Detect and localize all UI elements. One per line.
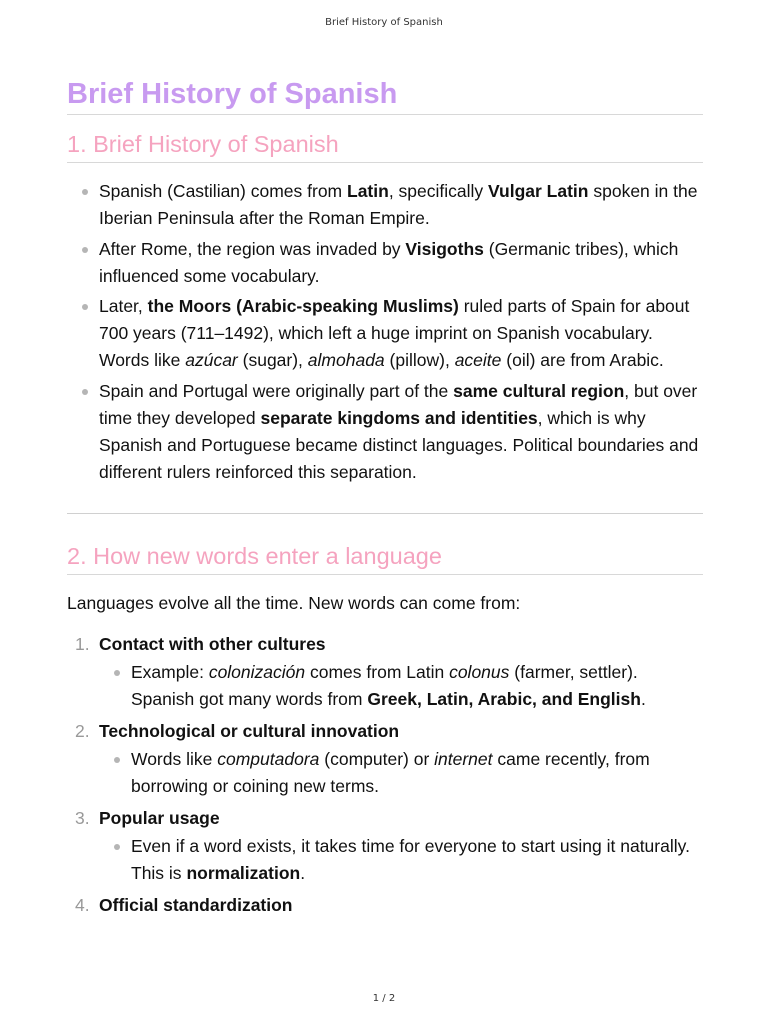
bold-text: same cultural region bbox=[453, 380, 625, 401]
sub-list bbox=[99, 833, 703, 887]
list-item bbox=[67, 178, 703, 232]
item-number: 2. bbox=[75, 720, 90, 741]
italic-text: computadora bbox=[217, 748, 320, 769]
italic-text: azúcar bbox=[185, 350, 238, 370]
bold-text: normalization bbox=[186, 862, 301, 883]
item-title: Technological or cultural innovation bbox=[99, 720, 400, 741]
page-number: 1 / 2 bbox=[372, 993, 396, 1004]
list-item bbox=[67, 236, 703, 290]
numbered-item bbox=[67, 718, 703, 800]
text: Spanish (Castilian) comes from bbox=[99, 181, 347, 201]
text: (computer) or bbox=[319, 748, 435, 769]
text: . bbox=[640, 688, 646, 709]
text: (pillow), bbox=[384, 350, 455, 370]
text: , but over time they developed bbox=[99, 380, 698, 428]
text: ruled parts of Spain for about 700 years (711–1492), which left a huge imprint on Spanish vocabulary. Words like bbox=[99, 296, 690, 370]
section-heading-new-words: 2. How new words enter a language bbox=[67, 541, 703, 575]
item-number: 1. bbox=[75, 633, 90, 654]
numbered-item bbox=[67, 892, 703, 919]
item-number: 3. bbox=[75, 807, 90, 828]
bold-text: separate kingdoms and identities bbox=[260, 407, 538, 428]
text: . bbox=[300, 862, 306, 883]
text: (Germanic tribes), which influenced some vocabulary. bbox=[99, 238, 679, 286]
italic-text: colonus bbox=[449, 661, 510, 682]
sub-list bbox=[99, 746, 703, 800]
history-list bbox=[67, 178, 703, 486]
text: spoken in the Iberian Peninsula after the Roman Empire. bbox=[99, 181, 698, 228]
item-number: 4. bbox=[75, 894, 90, 915]
document-title: Brief History of Spanish bbox=[67, 76, 703, 115]
italic-text: almohada bbox=[307, 350, 385, 370]
numbered-item bbox=[67, 805, 703, 887]
item-title: Contact with other cultures bbox=[99, 633, 326, 654]
document-body bbox=[67, 76, 703, 924]
list-item bbox=[99, 659, 703, 713]
text: Even if a word exists, it takes time for everyone to start using it naturally. This is bbox=[131, 835, 690, 883]
bold-text: the Moors (Arabic-speaking Muslims) bbox=[147, 296, 459, 316]
section-divider bbox=[67, 513, 703, 514]
list-item bbox=[99, 746, 703, 800]
text: , which is why Spanish and Portuguese became distinct languages. Political boundaries and different rulers reinforced this separation. bbox=[99, 407, 699, 482]
section-heading-history: 1. Brief History of Spanish bbox=[67, 129, 703, 163]
bold-text: Vulgar Latin bbox=[488, 181, 589, 201]
text: (sugar), bbox=[237, 350, 308, 370]
list-item bbox=[67, 378, 703, 486]
italic-text: internet bbox=[434, 748, 493, 769]
sources-list bbox=[67, 631, 703, 919]
text: (oil) are from Arabic. bbox=[501, 350, 664, 370]
text: , specifically bbox=[388, 181, 489, 201]
list-item bbox=[67, 293, 703, 374]
text: After Rome, the region was invaded by bbox=[99, 238, 406, 259]
sub-list bbox=[99, 659, 703, 713]
numbered-item bbox=[67, 631, 703, 713]
bold-text: Visigoths bbox=[405, 238, 484, 259]
text: Words like bbox=[131, 748, 218, 769]
text: (farmer, settler). Spanish got many words from bbox=[131, 661, 638, 709]
text: comes from Latin bbox=[305, 661, 450, 682]
italic-text: colonización bbox=[208, 661, 306, 682]
list-item bbox=[99, 833, 703, 887]
bold-text: Greek, Latin, Arabic, and English bbox=[367, 688, 641, 709]
intro-paragraph: Languages evolve all the time. New words can come from: bbox=[67, 592, 521, 613]
bold-text: Latin bbox=[347, 181, 389, 201]
text: Spain and Portugal were originally part of the bbox=[99, 380, 454, 401]
item-title: Popular usage bbox=[99, 807, 220, 828]
text: Example: bbox=[131, 661, 209, 682]
item-title: Official standardization bbox=[99, 894, 293, 915]
page-header: Brief History of Spanish bbox=[325, 17, 443, 28]
text: came recently, from borrowing or coining new terms. bbox=[131, 748, 650, 796]
text: Later, bbox=[99, 296, 148, 316]
italic-text: aceite bbox=[454, 350, 502, 370]
